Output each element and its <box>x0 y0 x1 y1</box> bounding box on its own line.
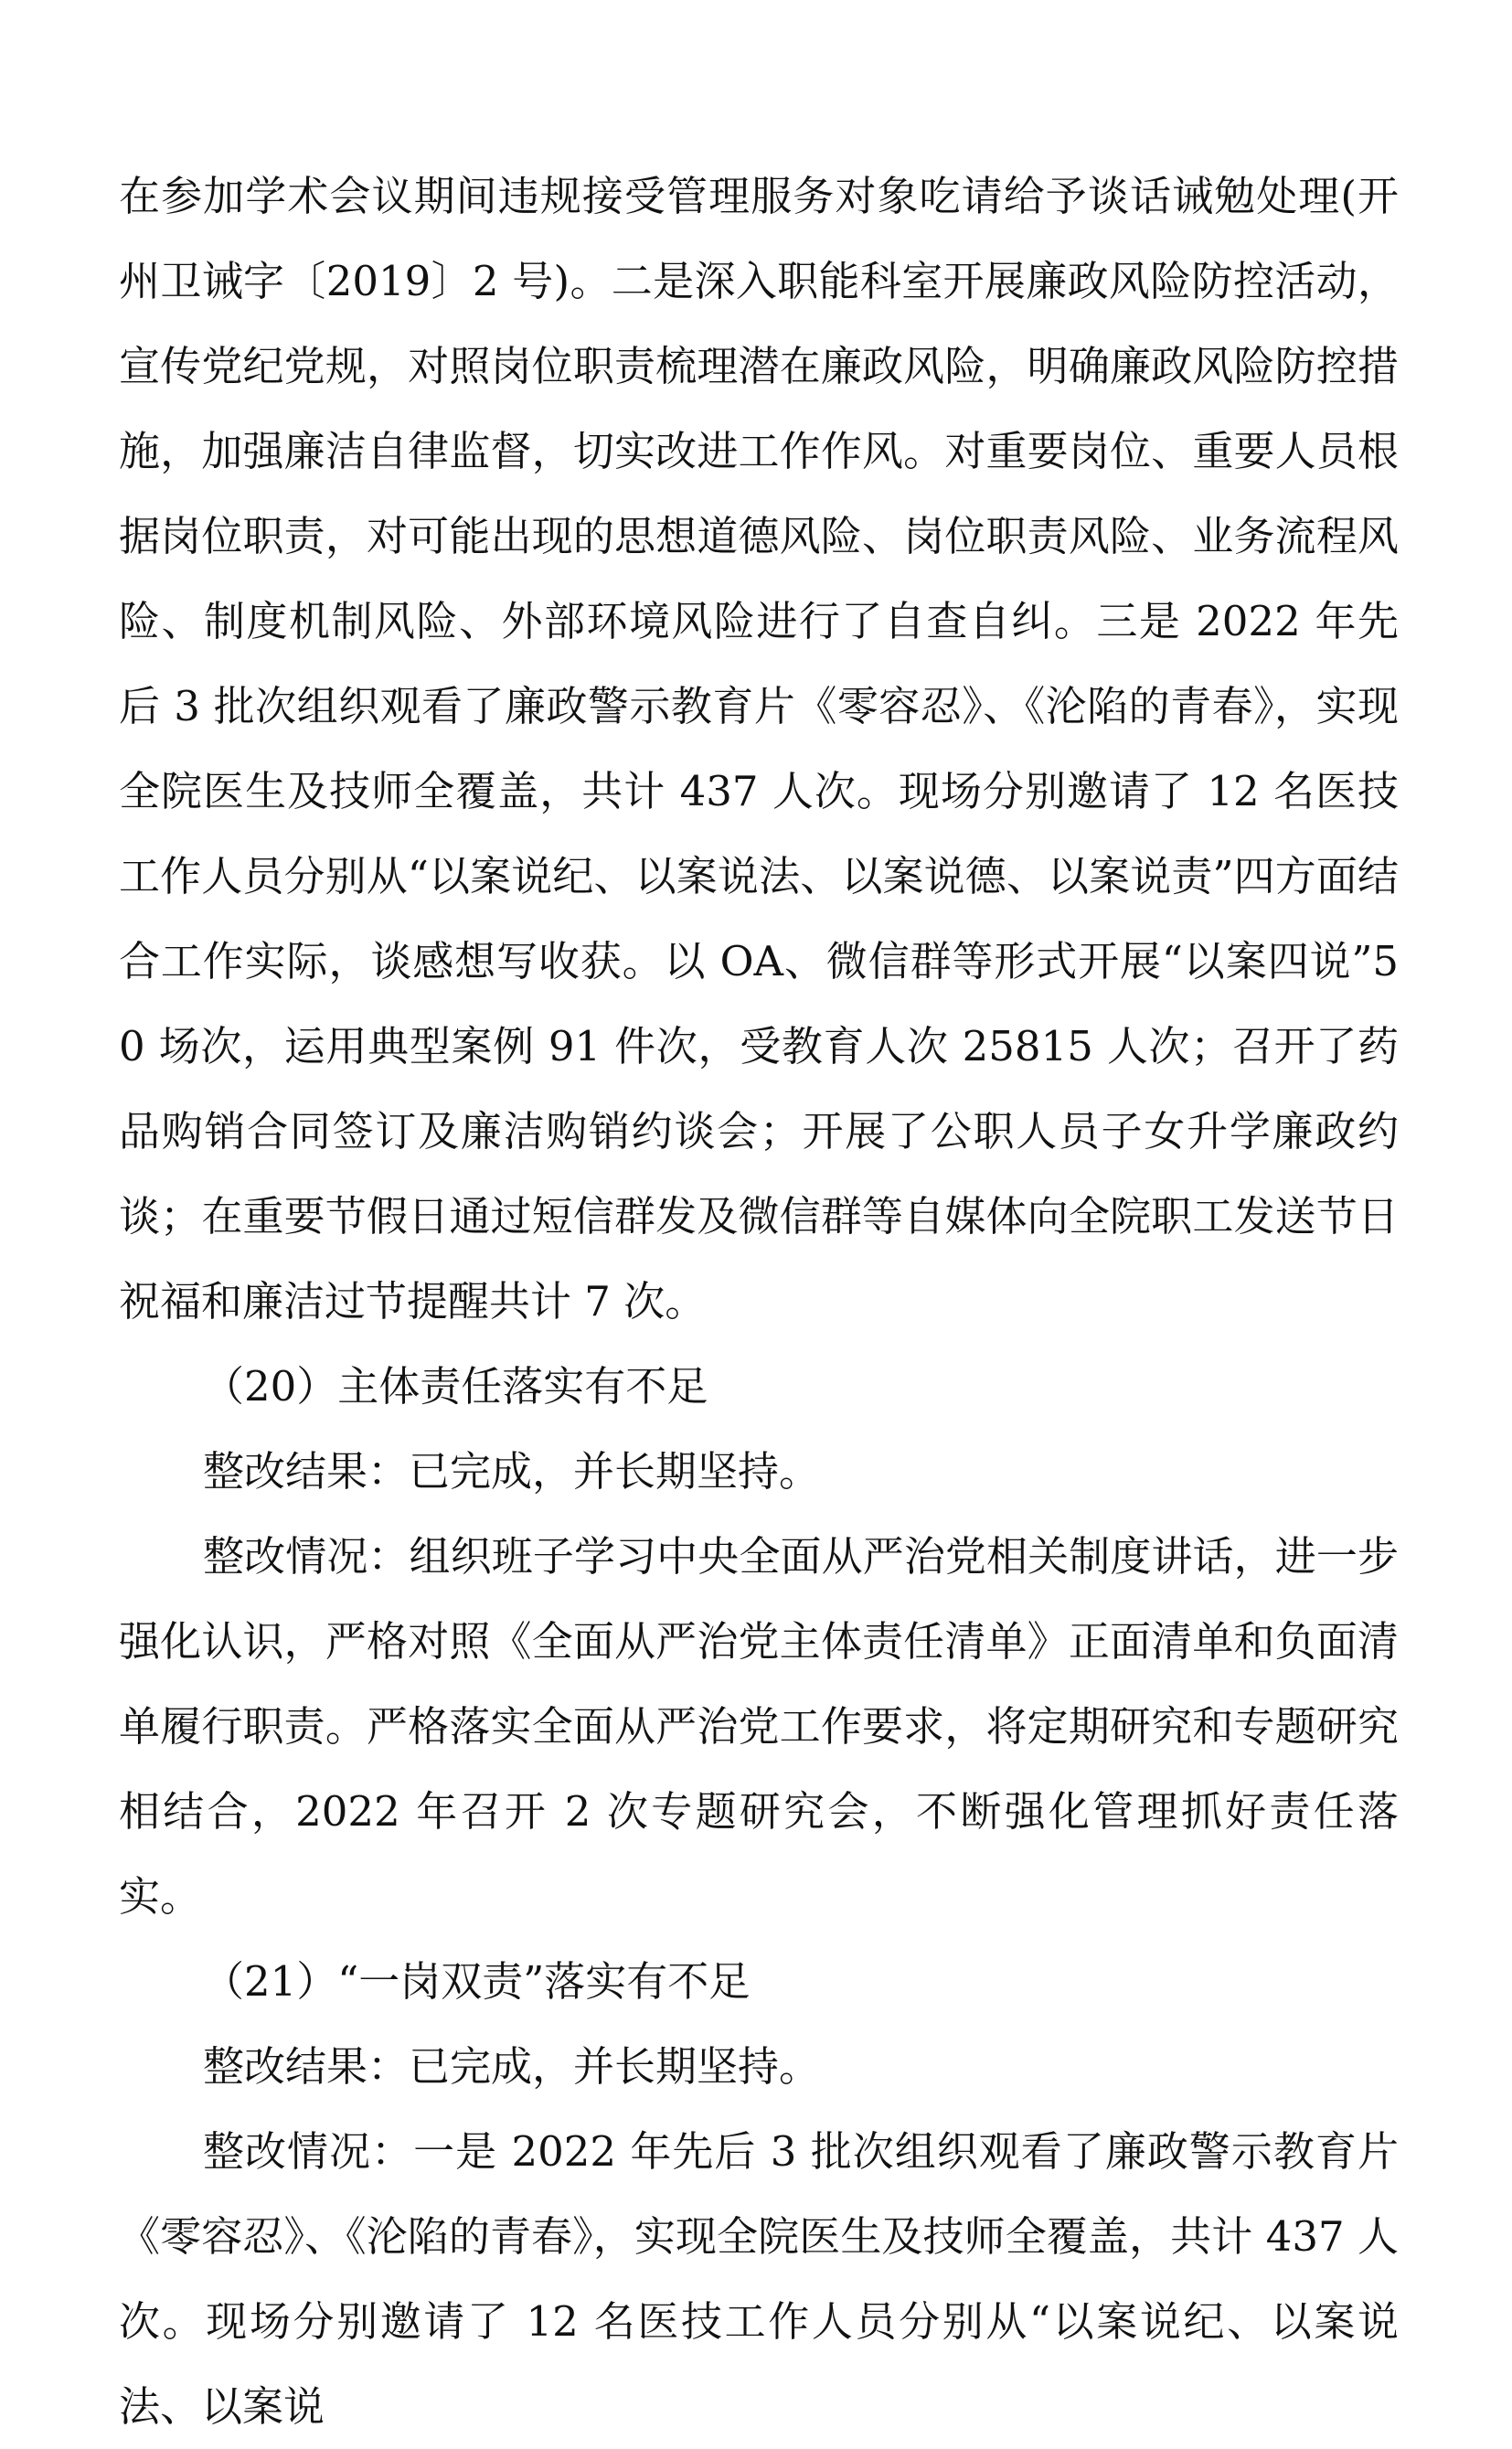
rectification-result-20: 整改结果：已完成，并长期坚持。 <box>203 1447 821 1496</box>
rectification-situation-20: 整改情况：组织班子学习中央全面从严治党相关制度讲话，进一步强化认识，严格对照《全面从严治党主体责任清单》正面清单和负面清单履行职责。严格落实全面从严治党工作要求，将定期研究和专题研究相结合，2022 年召开 2 次专题研究会，不断强化管理抓好责任落实。 <box>119 1532 1399 1921</box>
section-heading-20: （20）主体责任落实有不足 <box>203 1362 708 1411</box>
section-heading-21: （21）“一岗双责”落实有不足 <box>203 1957 751 2006</box>
rectification-situation-21: 整改情况：一是 2022 年先后 3 批次组织观看了廉政警示教育片《零容忍》、《沦陷的青春》，实现全院医生及技师全覆盖，共计 437 人次。现场分别邀请了 12 名医技工作人员分别从“以案说纪、以案说法、以案说 <box>119 2127 1399 2431</box>
document-body <box>119 154 1399 2449</box>
rectification-result-21: 整改结果：已完成，并长期坚持。 <box>203 2042 821 2091</box>
paragraph-continued-measures: 在参加学术会议期间违规接受管理服务对象吃请给予谈话诫勉处理(开州卫诫字〔2019〕2 号)。二是深入职能科室开展廉政风险防控活动，宣传党纪党规，对照岗位职责梳理潜在廉政风险，明确廉政风险防控措施，加强廉洁自律监督，切实改进工作作风。对重要岗位、重要人员根据岗位职责，对可能出现的思想道德风险、岗位职责风险、业务流程风险、制度机制风险、外部环境风险进行了自查自纠。三是 2022 年先后 3 批次组织观看了廉政警示教育片《零容忍》、《沦陷的青春》，实现全院医生及技师全覆盖，共计 437 人次。现场分别邀请了 12 名医技工作人员分别从“以案说纪、以案说法、以案说德、以案说责”四方面结合工作实际，谈感想写收获。以 OA、微信群等形式开展“以案四说”50 场次，运用典型案例 91 件次，受教育人次 25815 人次；召开了药品购销合同签订及廉洁购销约谈会；开展了公职人员子女升学廉政约谈；在重要节假日通过短信群发及微信群等自媒体向全院职工发送节日祝福和廉洁过节提醒共计 7 次。 <box>119 172 1399 1326</box>
